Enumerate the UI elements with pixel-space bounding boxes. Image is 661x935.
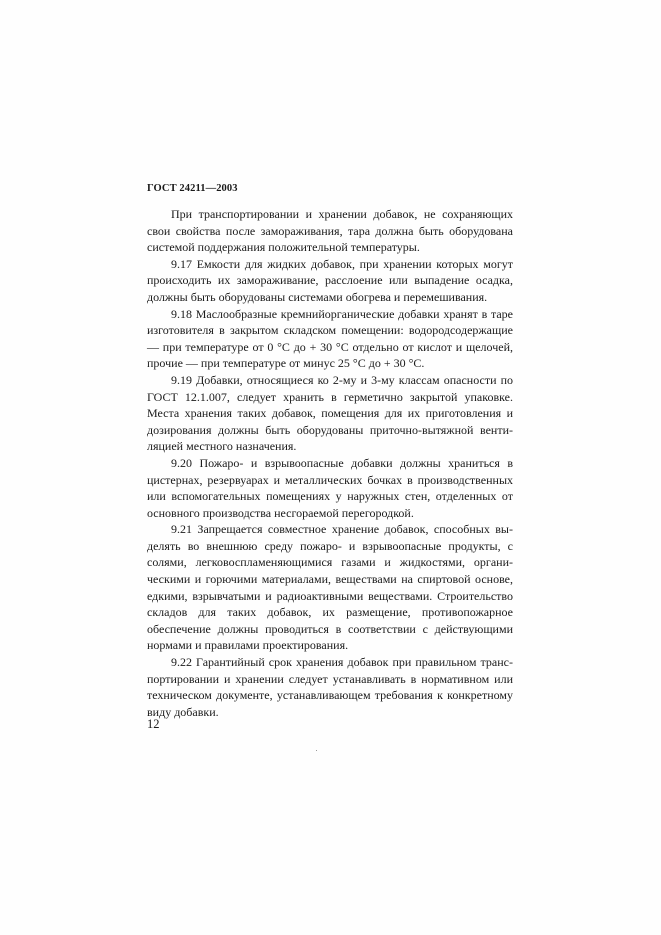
paragraph-9-20: 9.20 Пожаро- и взрывоопасные добавки должны храниться в цистернах, резервуарах и металлических бочках в производственных или вспомогательных помещениях у наружных стен, отделенных от основного производства несгораемой перегородкой.	[147, 455, 513, 520]
document-body	[147, 206, 513, 720]
paragraph-intro: При транспортировании и хранении добавок, не сохраняющих свои свойства после замораживания, тара должна быть оборудована системой поддержания положительной температуры.	[147, 207, 513, 255]
paragraph-9-17: 9.17 Емкости для жидких добавок, при хранении которых могут происходить их замораживание, расслоение или выпадение осадка, должны быть оборудованы системами обогрева и перемешивания.	[147, 256, 513, 304]
page-number: 12	[147, 717, 160, 731]
paragraph-9-19: 9.19 Добавки, относящиеся ко 2-му и 3-му классам опасности по ГОСТ 12.1.007, следует хранить в герметично закрытой упаковке. Места хранения таких добавок, помещения для их приготовления и дозирования должны быть оборудованы приточно-вытяжной вентиляцией местного назначения.	[147, 372, 513, 454]
paragraph-9-18: 9.18 Маслообразные кремнийорганические добавки хранят в таре изготовителя в закрытом складском помещении: водородсодержащие — при температуре от 0 °С до + 30 °С отдельно от кислот и щелочей, прочие — при температуре от минус 25 °С до + 30 °С.	[147, 306, 513, 371]
paragraph-9-22: 9.22 Гарантийный срок хранения добавок при правильном транспортировании и хранении следует устанавливать в нормативном или техническом документе, устанавливающем требования к конкретному виду добавки.	[147, 655, 513, 719]
scan-speck	[316, 750, 317, 751]
standard-code-header: ГОСТ 24211—2003	[147, 183, 238, 194]
paragraph-9-21: 9.21 Запрещается совместное хранение добавок, способных выделять во внешнюю среду пожаро- и взрывоопасные продукты, с солями, легковоспламеняющимися газами и жидкостями, органическими и горючими материалами, веществами на спиртовой основе, едкими, взрывчатыми и радиоактивными веществами. Строительство складов для таких добавок, их размещение, противопожарное обеспечение должны проводиться в соответствии с действующими нормами и правилами проектирования.	[147, 522, 513, 653]
